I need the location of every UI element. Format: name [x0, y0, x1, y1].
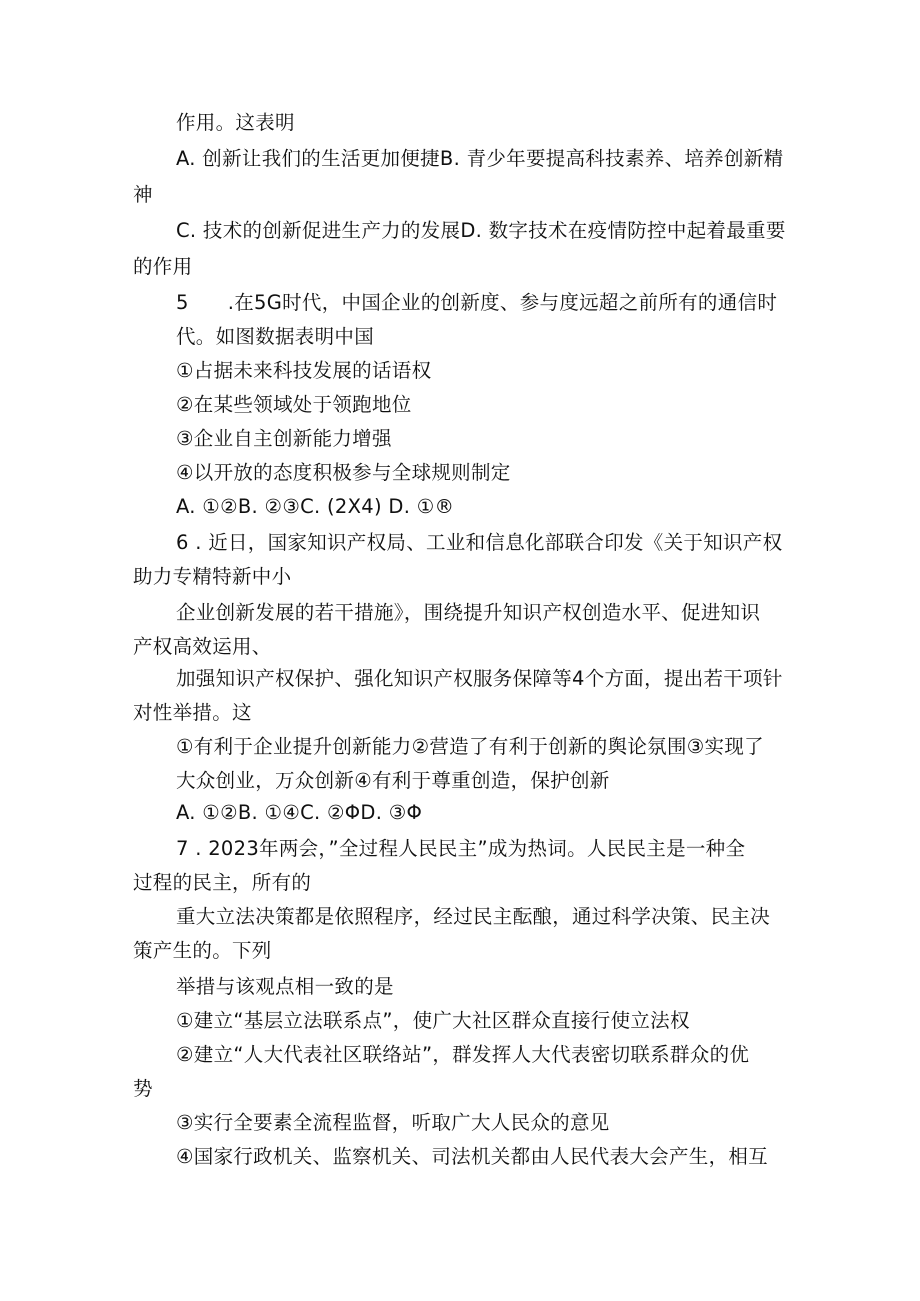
option-line: A. 创新让我们的生活更加便捷B. 青少年要提高科技素养、培养创新精: [176, 147, 784, 170]
statement-item: ③企业自主创新能力增强: [176, 427, 392, 450]
statement-item: ①建立“基层立法联系点”，使广大社区群众直接行使立法权: [176, 1009, 690, 1032]
statement-item: ①占据未来科技发展的话语权: [176, 359, 432, 382]
statement-item: 大众创业，万众创新④有利于尊重创造，保护创新: [176, 769, 610, 792]
text-line: 过程的民主，所有的: [133, 871, 312, 894]
text-line: 加强知识产权保护、强化知识产权服务保障等4个方面，提出若干项针: [176, 667, 783, 690]
text-line: 代。如图数据表明中国: [176, 325, 375, 348]
statement-item: ①有利于企业提升创新能力②营造了有利于创新的舆论氛围③实现了: [176, 735, 764, 758]
option-line: C. 技术的创新促进生产力的发展D. 数字技术在疫情防控中起着最重要: [176, 219, 786, 242]
text-line: 助力专精特新中小: [133, 565, 292, 588]
text-line: 企业创新发展的若干措施》，围绕提升知识产权创造水平、促进知识: [176, 601, 761, 624]
statement-item: ④国家行政机关、监察机关、司法机关都由人民代表大会产生，相互: [176, 1145, 768, 1168]
text-line: 产权高效运用、: [133, 635, 272, 658]
question-6-stem: 6 . 近日，国家知识产权局、工业和信息化部联合印发《关于知识产权: [176, 531, 783, 554]
text-line: 的作用: [133, 255, 193, 278]
statement-item: ②建立“人大代表社区联络站”，群发挥人大代表密切联系群众的优: [176, 1043, 750, 1066]
question-7-stem: 7 . 2023年两会，”全过程人民民主”成为热词。人民民主是一种全: [176, 837, 746, 860]
statement-item: ④以开放的态度积极参与全球规则制定: [176, 461, 511, 484]
text-line: 作用。这表明: [176, 111, 295, 134]
statement-item: ②在某些领域处于领跑地位: [176, 393, 412, 416]
answer-options: A. ①②B. ①④C. ②ΦD. ③Φ: [176, 801, 423, 824]
text-line: 举措与该观点相一致的是: [176, 975, 394, 998]
text-line: 神: [133, 183, 153, 206]
text-line: 重大立法决策都是依照程序，经过民主酝酿，通过科学决策、民主决: [176, 905, 771, 928]
text-line: 对性举措。这: [133, 701, 252, 724]
text-line: 势: [133, 1077, 153, 1100]
answer-options: A. ①②B. ②③C. (2X4) D. ①®: [176, 495, 455, 518]
question-5-stem: 5 .在5G时代，中国企业的创新度、参与度远超之前所有的通信时: [176, 291, 778, 314]
statement-item: ③实行全要素全流程监督，听取广大人民众的意见: [176, 1111, 610, 1134]
text-line: 策产生的。下列: [133, 939, 272, 962]
